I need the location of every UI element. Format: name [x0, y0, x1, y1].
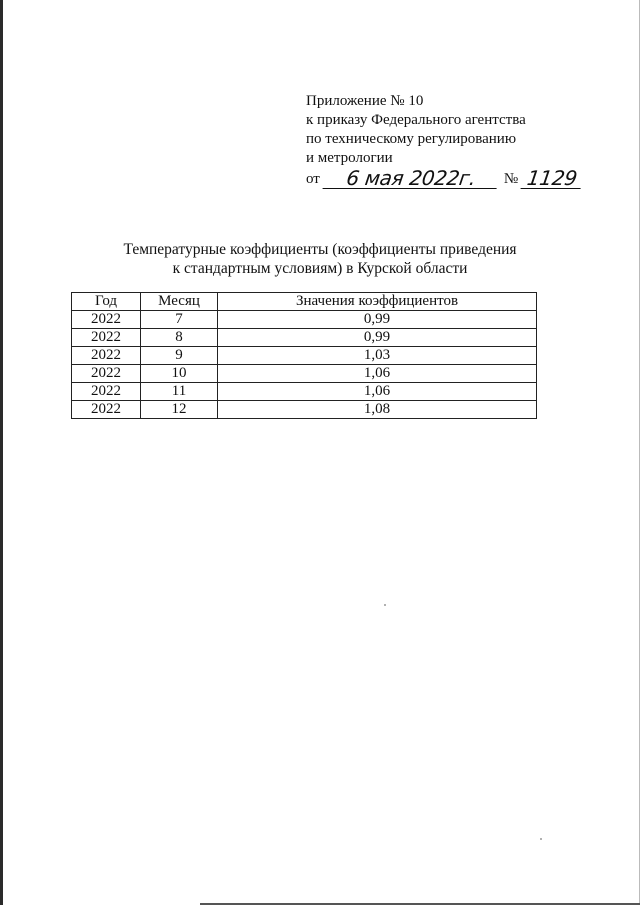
cell-value: 1,08 [218, 401, 537, 419]
cell-month: 10 [141, 365, 218, 383]
scan-edge-left [0, 0, 3, 905]
table-row [72, 365, 537, 383]
header-month: Месяц [141, 293, 218, 311]
table-row [72, 383, 537, 401]
appendix-metrology-line: и метрологии [306, 150, 393, 166]
cell-year: 2022 [72, 383, 141, 401]
scan-speck [540, 838, 542, 840]
document-title [70, 240, 570, 278]
cell-value: 1,06 [218, 383, 537, 401]
appendix-order-line: к приказу Федерального агентства [306, 112, 526, 128]
handwritten-date: 6 мая 2022г. [322, 168, 499, 189]
cell-month: 9 [141, 347, 218, 365]
cell-month: 8 [141, 329, 218, 347]
table-row [72, 311, 537, 329]
cell-value: 0,99 [218, 329, 537, 347]
table-header-row [72, 293, 537, 311]
cell-year: 2022 [72, 365, 141, 383]
table-row [72, 401, 537, 419]
cell-year: 2022 [72, 329, 141, 347]
cell-value: 0,99 [218, 311, 537, 329]
from-label: от [306, 171, 320, 187]
table-row [72, 329, 537, 347]
cell-value: 1,03 [218, 347, 537, 365]
cell-year: 2022 [72, 401, 141, 419]
cell-month: 7 [141, 311, 218, 329]
cell-year: 2022 [72, 347, 141, 365]
appendix-number: Приложение № 10 [306, 93, 424, 109]
table-row [72, 347, 537, 365]
appendix-date-line [306, 168, 582, 189]
header-values: Значения коэффициентов [218, 293, 537, 311]
appendix-agency-line: по техническому регулированию [306, 131, 517, 147]
cell-year: 2022 [72, 311, 141, 329]
document-title-line2: к стандартным условиям) в Курской области [172, 260, 468, 277]
cell-month: 12 [141, 401, 218, 419]
appendix-header [306, 92, 582, 189]
document-title-line1: Температурные коэффициенты (коэффициенты приведения [123, 241, 517, 258]
number-sign: № [503, 171, 519, 187]
coefficients-table [71, 292, 537, 419]
scan-speck [384, 604, 386, 606]
cell-value: 1,06 [218, 365, 537, 383]
handwritten-order-number: 1129 [521, 168, 584, 189]
cell-month: 11 [141, 383, 218, 401]
header-year: Год [72, 293, 141, 311]
